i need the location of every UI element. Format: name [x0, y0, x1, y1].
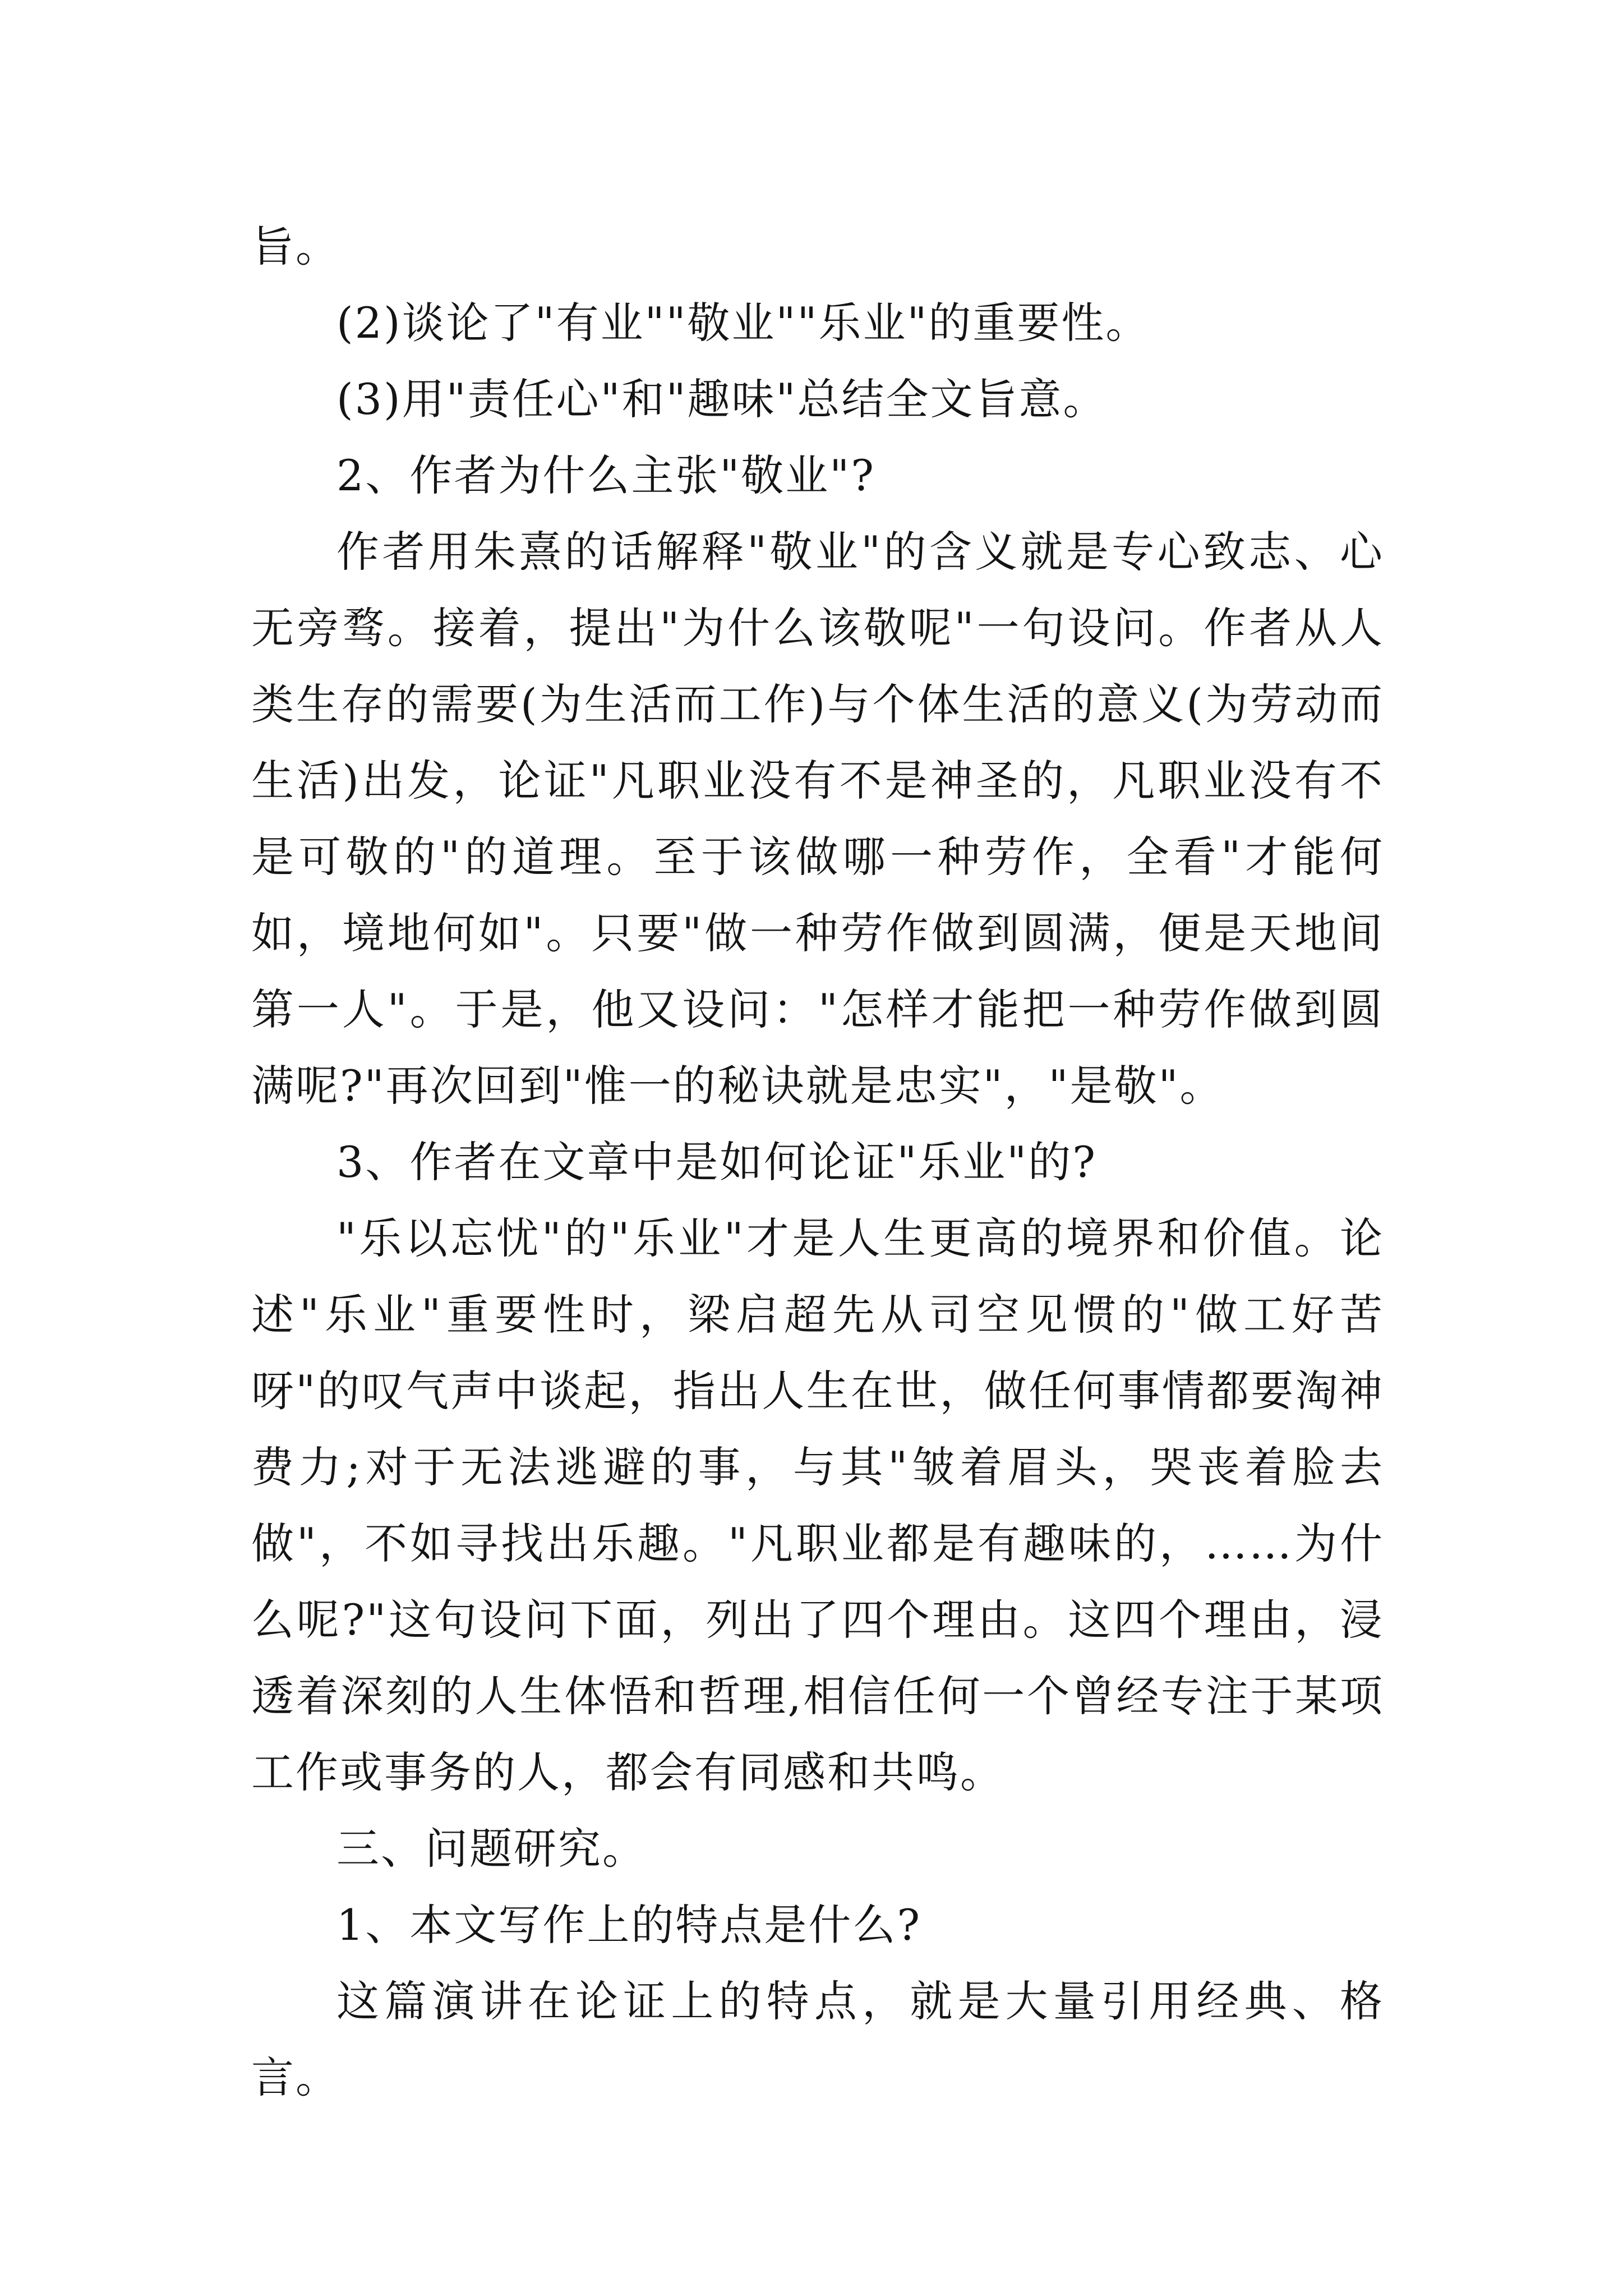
answer-2-paragraph: 作者用朱熹的话解释"敬业"的含义就是专心致志、心无旁骛。接着，提出"为什么该敬呢"一句设问。作者从人类生存的需要(为生活而工作)与个体生活的意义(为劳动而生活)出发，论证"凡职业没有不是神圣的，凡职业没有不是可敬的"的道理。至于该做哪一种劳作，全看"才能何如，境地何如"。只要"做一种劳作做到圆满，便是天地间第一人"。于是，他又设问："怎样才能把一种劳作做到圆满呢?"再次回到"惟一的秘诀就是忠实"，"是敬"。 [251, 527, 1384, 1111]
section-heading-3: 三、问题研究。 [336, 1824, 647, 1874]
answer-3-paragraph: "乐以忘忧"的"乐业"才是人生更高的境界和价值。论述"乐业"重要性时，梁启超先从司空见惯的"做工好苦呀"的叹气声中谈起，指出人生在世，做任何事情都要淘神费力;对于无法逃避的事，与其"皱着眉头，哭丧着脸去做"，不如寻找出乐趣。"凡职业都是有趣味的，……为什么呢?"这句设问下面，列出了四个理由。这四个理由，浸透着深刻的人生体悟和哲理,相信任何一个曾经专注于某项工作或事务的人，都会有同感和共鸣。 [251, 1213, 1384, 1797]
question-3: 3、作者在文章中是如何论证"乐业"的? [336, 1137, 1098, 1187]
list-item-3: (3)用"责任心"和"趣味"总结全文旨意。 [336, 374, 1108, 424]
question-2: 2、作者为什么主张"敬业"? [336, 450, 876, 500]
research-question-1: 1、本文写作上的特点是什么? [336, 1900, 922, 1950]
list-item-2: (2)谈论了"有业""敬业""乐业"的重要性。 [336, 298, 1150, 348]
document-body [251, 209, 1384, 2116]
research-answer-1: 这篇演讲在论证上的特点，就是大量引用经典、格言。 [251, 1976, 1384, 2102]
paragraph-continuation: 旨。 [251, 222, 340, 272]
